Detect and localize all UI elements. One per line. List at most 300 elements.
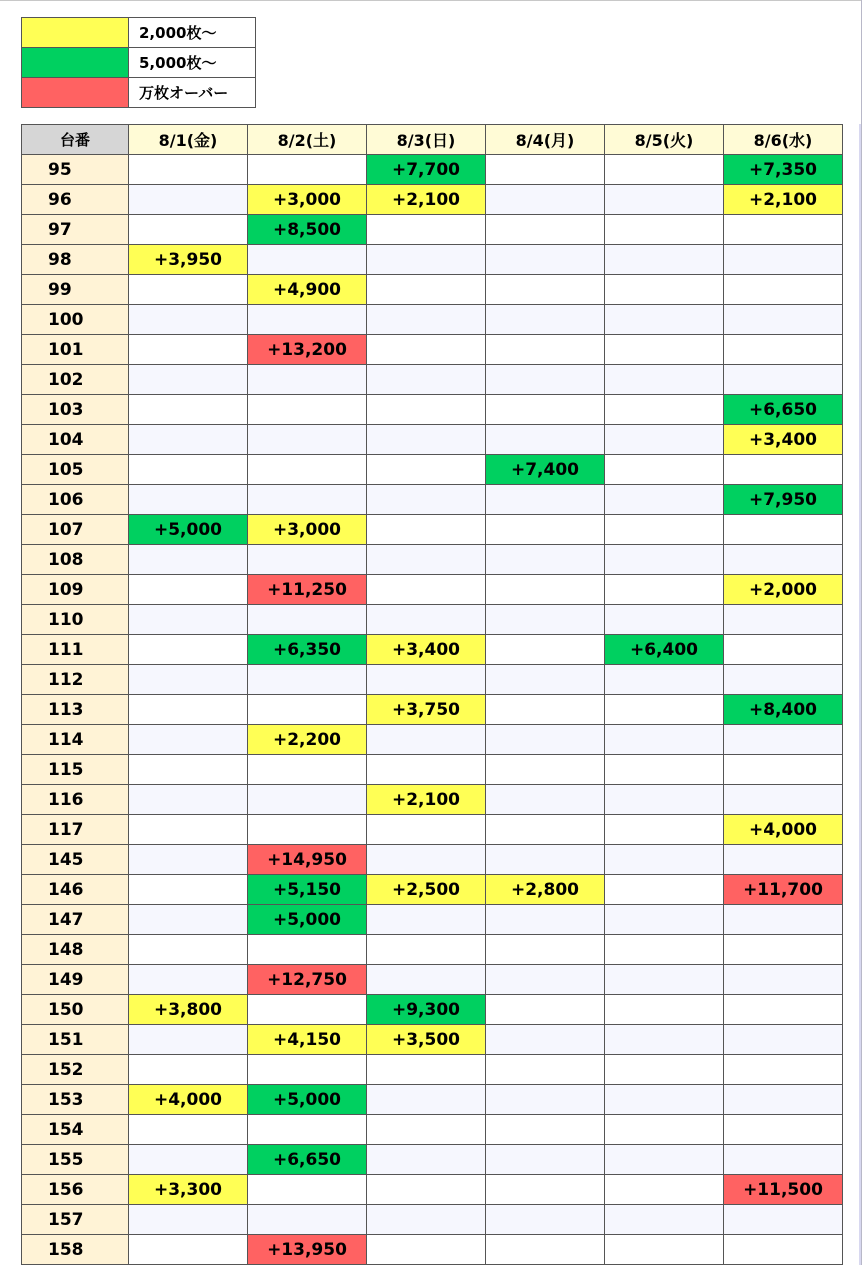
- table-row: [22, 185, 843, 215]
- table-row: [22, 1235, 843, 1265]
- empty-cell: [248, 305, 367, 335]
- table-row: [22, 995, 843, 1025]
- empty-cell: [605, 395, 724, 425]
- empty-cell: [129, 215, 248, 245]
- empty-cell: [724, 905, 843, 935]
- machine-number: 146: [22, 875, 129, 905]
- date-header: 8/2(土): [248, 125, 367, 155]
- empty-cell: [605, 455, 724, 485]
- date-header: 8/1(金): [129, 125, 248, 155]
- empty-cell: [486, 995, 605, 1025]
- value-cell: +8,500: [248, 215, 367, 245]
- table-row: [22, 305, 843, 335]
- value-cell: +4,000: [724, 815, 843, 845]
- empty-cell: [486, 1085, 605, 1115]
- table-row: [22, 245, 843, 275]
- empty-cell: [248, 1205, 367, 1235]
- machine-number: 145: [22, 845, 129, 875]
- machine-number: 155: [22, 1145, 129, 1175]
- empty-cell: [248, 1115, 367, 1145]
- empty-cell: [367, 905, 486, 935]
- empty-cell: [486, 485, 605, 515]
- empty-cell: [724, 515, 843, 545]
- value-cell: +4,000: [129, 1085, 248, 1115]
- machine-number: 154: [22, 1115, 129, 1145]
- table-row: [22, 1115, 843, 1145]
- machine-number: 151: [22, 1025, 129, 1055]
- empty-cell: [605, 755, 724, 785]
- empty-cell: [129, 275, 248, 305]
- empty-cell: [248, 605, 367, 635]
- value-cell: +2,100: [367, 785, 486, 815]
- table-row: [22, 1145, 843, 1175]
- empty-cell: [367, 245, 486, 275]
- empty-cell: [724, 845, 843, 875]
- frame-right-border: [861, 0, 862, 1265]
- empty-cell: [129, 335, 248, 365]
- empty-cell: [486, 425, 605, 455]
- machine-number: 106: [22, 485, 129, 515]
- empty-cell: [486, 1205, 605, 1235]
- legend-label: 万枚オーバー: [129, 78, 256, 108]
- value-cell: +5,150: [248, 875, 367, 905]
- empty-cell: [367, 335, 486, 365]
- value-cell: +14,950: [248, 845, 367, 875]
- machine-number: 95: [22, 155, 129, 185]
- empty-cell: [724, 1235, 843, 1265]
- table-row: [22, 455, 843, 485]
- value-cell: +4,150: [248, 1025, 367, 1055]
- empty-cell: [605, 245, 724, 275]
- empty-cell: [605, 725, 724, 755]
- empty-cell: [605, 485, 724, 515]
- empty-cell: [605, 605, 724, 635]
- table-row: [22, 485, 843, 515]
- machine-number: 158: [22, 1235, 129, 1265]
- empty-cell: [605, 1055, 724, 1085]
- empty-cell: [605, 335, 724, 365]
- table-row: [22, 515, 843, 545]
- machine-number: 103: [22, 395, 129, 425]
- machine-number: 152: [22, 1055, 129, 1085]
- table-row: [22, 605, 843, 635]
- empty-cell: [367, 395, 486, 425]
- empty-cell: [367, 455, 486, 485]
- empty-cell: [129, 845, 248, 875]
- empty-cell: [367, 815, 486, 845]
- empty-cell: [486, 695, 605, 725]
- machine-number: 156: [22, 1175, 129, 1205]
- empty-cell: [129, 1115, 248, 1145]
- empty-cell: [129, 875, 248, 905]
- value-cell: +5,000: [129, 515, 248, 545]
- empty-cell: [367, 1055, 486, 1085]
- empty-cell: [248, 545, 367, 575]
- empty-cell: [248, 485, 367, 515]
- empty-cell: [129, 935, 248, 965]
- empty-cell: [129, 185, 248, 215]
- value-cell: +13,950: [248, 1235, 367, 1265]
- empty-cell: [605, 185, 724, 215]
- empty-cell: [605, 905, 724, 935]
- value-cell: +7,400: [486, 455, 605, 485]
- empty-cell: [367, 755, 486, 785]
- machine-number: 110: [22, 605, 129, 635]
- empty-cell: [605, 1175, 724, 1205]
- empty-cell: [129, 905, 248, 935]
- empty-cell: [486, 365, 605, 395]
- machine-number: 112: [22, 665, 129, 695]
- table-row: [22, 1085, 843, 1115]
- machine-number: 109: [22, 575, 129, 605]
- value-cell: +7,950: [724, 485, 843, 515]
- empty-cell: [129, 635, 248, 665]
- empty-cell: [248, 155, 367, 185]
- empty-cell: [129, 1235, 248, 1265]
- value-cell: +6,650: [724, 395, 843, 425]
- empty-cell: [486, 605, 605, 635]
- machine-number: 107: [22, 515, 129, 545]
- table-row: [22, 365, 843, 395]
- machine-number: 148: [22, 935, 129, 965]
- table-row: [22, 335, 843, 365]
- empty-cell: [486, 725, 605, 755]
- empty-cell: [605, 1085, 724, 1115]
- empty-cell: [605, 275, 724, 305]
- table-row: [22, 575, 843, 605]
- empty-cell: [486, 785, 605, 815]
- empty-cell: [605, 1025, 724, 1055]
- empty-cell: [129, 755, 248, 785]
- empty-cell: [486, 305, 605, 335]
- machine-number: 149: [22, 965, 129, 995]
- empty-cell: [129, 1025, 248, 1055]
- empty-cell: [367, 1205, 486, 1235]
- empty-cell: [486, 155, 605, 185]
- empty-cell: [129, 155, 248, 185]
- table-row: [22, 935, 843, 965]
- table-row: [22, 1055, 843, 1085]
- empty-cell: [724, 635, 843, 665]
- value-cell: +12,750: [248, 965, 367, 995]
- empty-cell: [367, 605, 486, 635]
- value-cell: +2,000: [724, 575, 843, 605]
- empty-cell: [724, 1115, 843, 1145]
- table-row: [22, 1025, 843, 1055]
- value-cell: +11,250: [248, 575, 367, 605]
- value-cell: +2,100: [367, 185, 486, 215]
- legend-swatch-green: [22, 48, 129, 78]
- machine-number: 111: [22, 635, 129, 665]
- empty-cell: [367, 515, 486, 545]
- empty-cell: [486, 395, 605, 425]
- empty-cell: [724, 605, 843, 635]
- table-row: [22, 905, 843, 935]
- legend-row: [22, 48, 256, 78]
- empty-cell: [129, 965, 248, 995]
- legend-swatch-yellow: [22, 18, 129, 48]
- machine-number: 147: [22, 905, 129, 935]
- value-cell: +3,800: [129, 995, 248, 1025]
- empty-cell: [248, 785, 367, 815]
- value-cell: +13,200: [248, 335, 367, 365]
- empty-cell: [367, 965, 486, 995]
- results-table: [21, 124, 843, 1265]
- empty-cell: [129, 695, 248, 725]
- value-cell: +6,400: [605, 635, 724, 665]
- value-cell: +11,500: [724, 1175, 843, 1205]
- value-cell: +5,000: [248, 905, 367, 935]
- machine-number: 116: [22, 785, 129, 815]
- empty-cell: [367, 1085, 486, 1115]
- legend-label: 5,000枚～: [129, 48, 256, 78]
- date-header: 8/6(水): [724, 125, 843, 155]
- value-cell: +3,750: [367, 695, 486, 725]
- empty-cell: [486, 515, 605, 545]
- empty-cell: [486, 1115, 605, 1145]
- empty-cell: [129, 815, 248, 845]
- table-row: [22, 275, 843, 305]
- table-row: [22, 545, 843, 575]
- empty-cell: [367, 1175, 486, 1205]
- value-cell: +2,800: [486, 875, 605, 905]
- value-cell: +6,650: [248, 1145, 367, 1175]
- empty-cell: [605, 695, 724, 725]
- value-cell: +6,350: [248, 635, 367, 665]
- empty-cell: [129, 785, 248, 815]
- date-header: 8/5(火): [605, 125, 724, 155]
- empty-cell: [367, 275, 486, 305]
- machine-number: 150: [22, 995, 129, 1025]
- empty-cell: [486, 275, 605, 305]
- machine-number: 104: [22, 425, 129, 455]
- value-cell: +7,700: [367, 155, 486, 185]
- table-body: [22, 155, 843, 1265]
- empty-cell: [724, 545, 843, 575]
- value-cell: +7,350: [724, 155, 843, 185]
- empty-cell: [248, 455, 367, 485]
- empty-cell: [724, 335, 843, 365]
- table-row: [22, 635, 843, 665]
- table-row: [22, 845, 843, 875]
- machine-number: 108: [22, 545, 129, 575]
- empty-cell: [129, 365, 248, 395]
- machine-number: 98: [22, 245, 129, 275]
- empty-cell: [486, 215, 605, 245]
- machine-number: 97: [22, 215, 129, 245]
- table-row: [22, 965, 843, 995]
- empty-cell: [248, 755, 367, 785]
- empty-cell: [367, 215, 486, 245]
- empty-cell: [486, 545, 605, 575]
- table-row: [22, 665, 843, 695]
- value-cell: +3,300: [129, 1175, 248, 1205]
- empty-cell: [486, 575, 605, 605]
- empty-cell: [605, 155, 724, 185]
- empty-cell: [367, 1115, 486, 1145]
- empty-cell: [129, 1055, 248, 1085]
- value-cell: +8,400: [724, 695, 843, 725]
- empty-cell: [129, 395, 248, 425]
- empty-cell: [605, 545, 724, 575]
- empty-cell: [367, 575, 486, 605]
- empty-cell: [605, 575, 724, 605]
- value-cell: +3,400: [367, 635, 486, 665]
- empty-cell: [724, 725, 843, 755]
- empty-cell: [129, 605, 248, 635]
- empty-cell: [724, 755, 843, 785]
- empty-cell: [486, 1145, 605, 1175]
- empty-cell: [724, 1025, 843, 1055]
- empty-cell: [367, 1145, 486, 1175]
- empty-cell: [486, 1025, 605, 1055]
- empty-cell: [367, 935, 486, 965]
- value-cell: +3,950: [129, 245, 248, 275]
- empty-cell: [367, 725, 486, 755]
- empty-cell: [486, 965, 605, 995]
- empty-cell: [248, 395, 367, 425]
- empty-cell: [724, 1055, 843, 1085]
- empty-cell: [605, 305, 724, 335]
- empty-cell: [724, 455, 843, 485]
- legend-label: 2,000枚～: [129, 18, 256, 48]
- empty-cell: [724, 995, 843, 1025]
- empty-cell: [605, 1205, 724, 1235]
- legend-row: [22, 18, 256, 48]
- machine-number: 153: [22, 1085, 129, 1115]
- empty-cell: [486, 635, 605, 665]
- empty-cell: [724, 1205, 843, 1235]
- machine-number: 115: [22, 755, 129, 785]
- empty-cell: [248, 1055, 367, 1085]
- empty-cell: [605, 425, 724, 455]
- empty-cell: [605, 365, 724, 395]
- machine-number: 117: [22, 815, 129, 845]
- empty-cell: [724, 935, 843, 965]
- table-row: [22, 425, 843, 455]
- empty-cell: [486, 245, 605, 275]
- empty-cell: [248, 665, 367, 695]
- empty-cell: [605, 1115, 724, 1145]
- table-row: [22, 395, 843, 425]
- empty-cell: [248, 815, 367, 845]
- value-cell: +2,200: [248, 725, 367, 755]
- empty-cell: [248, 365, 367, 395]
- empty-cell: [367, 845, 486, 875]
- empty-cell: [248, 995, 367, 1025]
- value-cell: +3,400: [724, 425, 843, 455]
- value-cell: +5,000: [248, 1085, 367, 1115]
- empty-cell: [724, 215, 843, 245]
- frame-top-border: [0, 0, 862, 1]
- table-row: [22, 815, 843, 845]
- value-cell: +2,500: [367, 875, 486, 905]
- empty-cell: [129, 545, 248, 575]
- empty-cell: [605, 935, 724, 965]
- empty-cell: [605, 215, 724, 245]
- table-row: [22, 1205, 843, 1235]
- table-row: [22, 875, 843, 905]
- empty-cell: [129, 485, 248, 515]
- table-row: [22, 725, 843, 755]
- empty-cell: [367, 665, 486, 695]
- empty-cell: [486, 335, 605, 365]
- empty-cell: [129, 305, 248, 335]
- empty-cell: [605, 785, 724, 815]
- empty-cell: [486, 1055, 605, 1085]
- value-cell: +3,500: [367, 1025, 486, 1055]
- machine-number: 105: [22, 455, 129, 485]
- empty-cell: [486, 1175, 605, 1205]
- empty-cell: [129, 665, 248, 695]
- empty-cell: [129, 1205, 248, 1235]
- empty-cell: [605, 995, 724, 1025]
- machine-number: 114: [22, 725, 129, 755]
- empty-cell: [486, 845, 605, 875]
- color-legend: [21, 17, 256, 108]
- table-row: [22, 155, 843, 185]
- empty-cell: [605, 515, 724, 545]
- table-row: [22, 755, 843, 785]
- empty-cell: [724, 245, 843, 275]
- empty-cell: [129, 725, 248, 755]
- empty-cell: [367, 305, 486, 335]
- empty-cell: [486, 1235, 605, 1265]
- empty-cell: [486, 755, 605, 785]
- empty-cell: [486, 185, 605, 215]
- machine-number: 96: [22, 185, 129, 215]
- empty-cell: [724, 1145, 843, 1175]
- empty-cell: [605, 1235, 724, 1265]
- empty-cell: [724, 965, 843, 995]
- empty-cell: [724, 1085, 843, 1115]
- machine-number: 102: [22, 365, 129, 395]
- date-header: 8/4(月): [486, 125, 605, 155]
- table-row: [22, 215, 843, 245]
- empty-cell: [605, 875, 724, 905]
- value-cell: +3,000: [248, 515, 367, 545]
- empty-cell: [605, 665, 724, 695]
- empty-cell: [129, 1145, 248, 1175]
- value-cell: +2,100: [724, 185, 843, 215]
- empty-cell: [605, 815, 724, 845]
- empty-cell: [367, 485, 486, 515]
- value-cell: +4,900: [248, 275, 367, 305]
- machine-number: 113: [22, 695, 129, 725]
- empty-cell: [129, 425, 248, 455]
- table-header-row: [22, 125, 843, 155]
- empty-cell: [486, 935, 605, 965]
- machine-number: 99: [22, 275, 129, 305]
- empty-cell: [248, 1175, 367, 1205]
- empty-cell: [724, 365, 843, 395]
- empty-cell: [724, 665, 843, 695]
- empty-cell: [724, 305, 843, 335]
- date-header: 8/3(日): [367, 125, 486, 155]
- machine-number: 100: [22, 305, 129, 335]
- empty-cell: [605, 845, 724, 875]
- empty-cell: [367, 425, 486, 455]
- empty-cell: [248, 695, 367, 725]
- legend-swatch-red: [22, 78, 129, 108]
- empty-cell: [367, 1235, 486, 1265]
- value-cell: +9,300: [367, 995, 486, 1025]
- empty-cell: [605, 1145, 724, 1175]
- machine-number: 101: [22, 335, 129, 365]
- value-cell: +11,700: [724, 875, 843, 905]
- empty-cell: [129, 575, 248, 605]
- empty-cell: [129, 455, 248, 485]
